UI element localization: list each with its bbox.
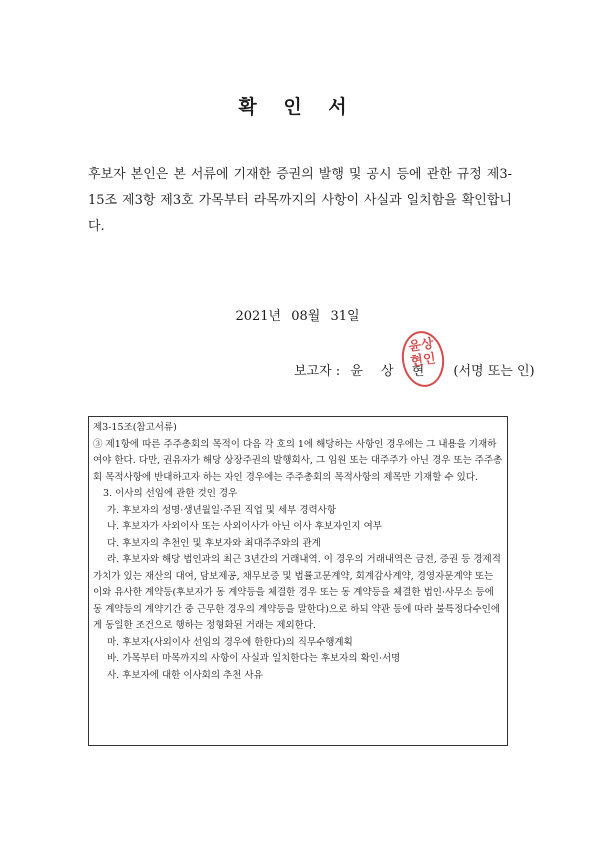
reference-subitem-sa: 사. 후보자에 대한 이사회의 추천 사유 <box>107 669 263 681</box>
seal-text-line2: 현인 <box>409 351 437 370</box>
reference-paragraph-3: ③ 제1항에 따른 주주총회의 목적이 다음 각 호의 1에 해당하는 사항인 경우에는 그 내용을 기재하여야 한다. 다만, 권유자가 해당 상장주권의 발행회사, 그 임원 또는 대주주가 아닌 경우 또는 주주총회 목적사항에 반대하고자 하는 자인 경우에는 주주총회의 목적사항의 제목만 기재할 수 있다. <box>93 438 503 483</box>
reference-box <box>88 416 508 746</box>
statement-text: 후보자 본인은 본 서류에 기재한 증권의 발행 및 공시 등에 관한 규정 제3-15조 제3항 제3호 가목부터 라목까지의 사항이 사실과 일치함을 확인합니다. <box>88 167 512 234</box>
personal-seal-stamp <box>398 328 447 389</box>
seal-text-line1: 윤상 <box>407 336 435 355</box>
reference-subitem-na: 나. 후보자가 사외이사 또는 사외이사가 아닌 이사 후보자인지 여부 <box>107 521 382 532</box>
reference-subitem-ma: 마. 후보자(사외이사 선임의 경우에 한한다)의 직무수행계획 <box>107 636 353 648</box>
document-title: 확 인 서 <box>238 96 357 118</box>
reporter-name: 윤 상 현 <box>350 364 432 379</box>
reference-subitem-ra: 라. 후보자와 해당 법인과의 최근 3년간의 거래내역. 이 경우의 거래내역은 금전, 증권 등 경제적 가치가 있는 재산의 대여, 담보제공, 채무보증 및 법률고문계약, 회계감사계약, 경영자문계약 또는 이와 유사한 계약등(후보자가 동 계약등을 체결한 경우 또는 동 계약등을 체결한 법인·사무소 등에 동 계약등의 계약기간 중 근무한 경우의 계약등을 말한다)으로 하되 약관 등에 따라 불특정다수인에게 동일한 조건으로 행하는 정형화된 거래는 제외한다. <box>93 554 501 631</box>
reference-item-3: 3. 이사의 선임에 관한 것인 경우 <box>103 488 238 499</box>
reference-subitem-da: 다. 후보자의 추천인 및 후보자와 최대주주와의 관계 <box>107 537 321 549</box>
reporter-label: 보고자 : <box>294 364 341 379</box>
signature-note: (서명 또는 인) <box>453 364 535 379</box>
reference-subitem-ba: 바. 가목부터 마목까지의 사항이 사실과 일치한다는 후보자의 확인·서명 <box>107 653 401 664</box>
reference-heading: 제3-15조(참고서류) <box>93 422 177 433</box>
reference-subitem-ga: 가. 후보자의 성명·생년월일·주된 직업 및 세부 경력사항 <box>107 504 337 516</box>
confirmation-statement <box>88 162 512 240</box>
document-date: 2021년 08월 31일 <box>235 309 360 324</box>
